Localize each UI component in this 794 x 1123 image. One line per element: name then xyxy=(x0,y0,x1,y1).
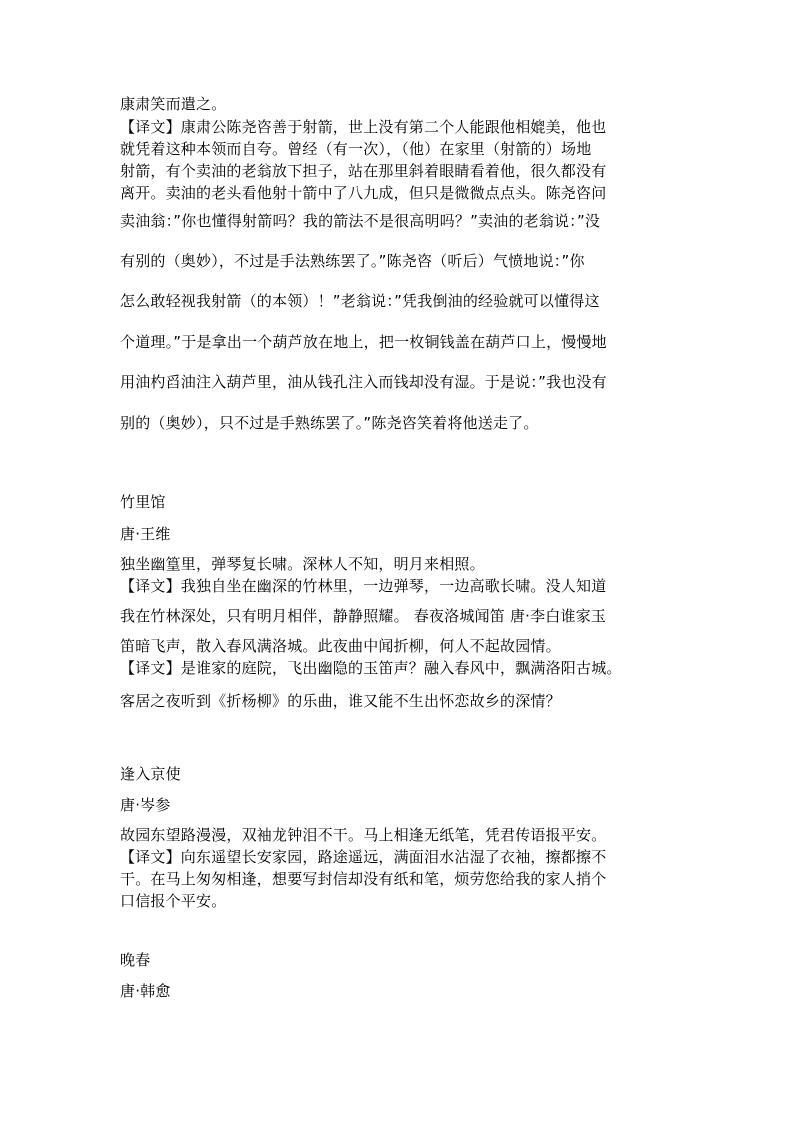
passage1-line-7: 有别的（奥妙），不过是手法熟练罢了。”陈尧咨（听后）气愤地说：”你 xyxy=(120,252,585,270)
poem1-title: 竹里馆 xyxy=(120,493,166,511)
passage1-line-11: 别的（奥妙），只不过是手熟练罢了。”陈尧咨笑着将他送走了。 xyxy=(120,414,539,432)
poem2-line-2: 【译文】向东遥望长安家园，路途遥远，满面泪水沾湿了衣袖，擦都擦不 xyxy=(120,848,607,866)
passage1-line-5: 离开。卖油的老头看他射十箭中了八九成，但只是微微点点头。陈尧咨问 xyxy=(120,184,607,202)
poem1-line-1: 独坐幽篁里，弹琴复长啸。深林人不知，明月来相照。 xyxy=(120,555,485,573)
passage1-line-9: 个道理。”于是拿出一个葫芦放在地上，把一枚铜钱盖在葫芦口上，慢慢地 xyxy=(120,333,607,351)
poem2-line-1: 故园东望路漫漫，双袖龙钟泪不干。马上相逢无纸笔，凭君传语报平安。 xyxy=(120,826,607,844)
passage1-line-3: 就凭着这种本领而自夸。曾经（有一次），（他）在家里（射箭的）场地 xyxy=(120,140,592,158)
passage1-line-1: 康肃笑而遣之。 xyxy=(120,95,227,113)
poem1-line-5: 【译文】是谁家的庭院，飞出幽隐的玉笛声？融入春风中，飘满洛阳古城。 xyxy=(120,659,622,677)
poem2-author: 唐·岑参 xyxy=(120,796,171,814)
poem1-line-3: 我在竹林深处，只有明月相伴，静静照耀。 春夜洛城闻笛 唐·李白谁家玉 xyxy=(120,607,607,625)
passage1-line-6: 卖油翁：”你也懂得射箭吗？我的箭法不是很高明吗？”卖油的老翁说：”没 xyxy=(120,212,601,230)
poem3-title: 晚春 xyxy=(120,951,151,969)
poem1-author: 唐·王维 xyxy=(120,525,171,543)
poem3-author: 唐·韩愈 xyxy=(120,982,171,1000)
poem2-line-4: 口信报个平安。 xyxy=(120,892,227,910)
poem1-line-2: 【译文】我独自坐在幽深的竹林里，一边弹琴，一边高歌长啸。没人知道 xyxy=(120,577,607,595)
passage1-line-2: 【译文】康肃公陈尧咨善于射箭，世上没有第二个人能跟他相媲美，他也 xyxy=(120,118,607,136)
passage1-line-4: 射箭，有个卖油的老翁放下担子，站在那里斜着眼睛看着他，很久都没有 xyxy=(120,162,607,180)
poem1-line-6: 客居之夜听到《折杨柳》的乐曲，谁又能不生出怀恋故乡的深情？ xyxy=(120,692,561,710)
poem1-line-4: 笛暗飞声，散入春风满洛城。此夜曲中闻折柳，何人不起故园情。 xyxy=(120,637,561,655)
poem2-line-3: 干。在马上匆匆相逢，想要写封信却没有纸和笔，烦劳您给我的家人捎个 xyxy=(120,870,607,888)
passage1-line-8: 怎么敢轻视我射箭（的本领）！”老翁说：”凭我倒油的经验就可以懂得这 xyxy=(120,292,600,310)
passage1-line-10: 用油杓舀油注入葫芦里，油从钱孔注入而钱却没有湿。于是说：”我也没有 xyxy=(120,373,607,391)
poem2-title: 逢入京使 xyxy=(120,765,181,783)
